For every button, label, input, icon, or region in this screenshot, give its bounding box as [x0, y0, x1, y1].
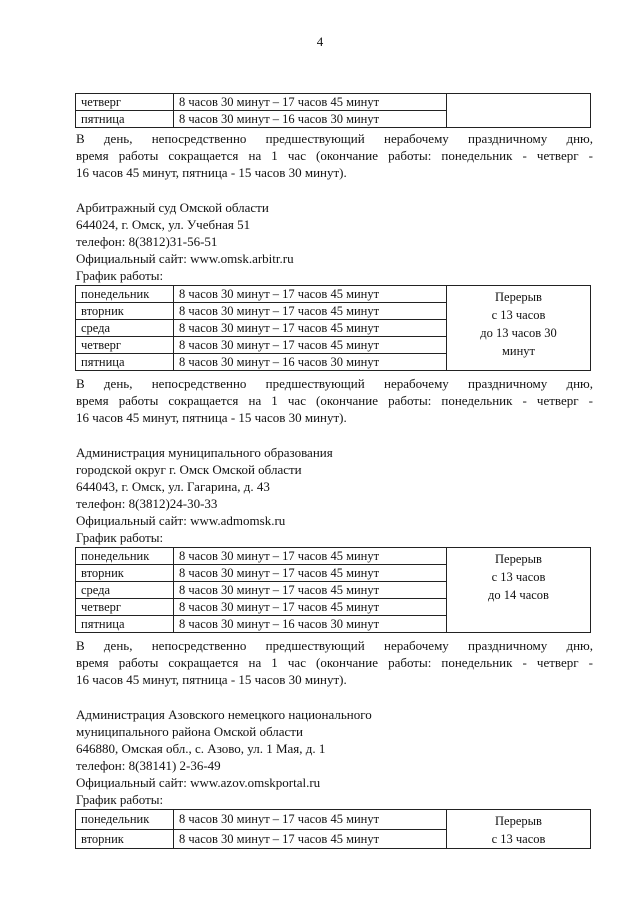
hours-cell: 8 часов 30 минут – 17 часов 45 минут	[174, 829, 447, 849]
page-number: 4	[316, 34, 324, 49]
day-cell: пятница	[76, 616, 174, 633]
break-line: Перерыв	[495, 814, 542, 828]
hours-cell: 8 часов 30 минут – 17 часов 45 минут	[174, 337, 447, 354]
day-cell: четверг	[76, 94, 174, 111]
break-line: с 13 часов	[491, 570, 546, 584]
break-line: Перерыв	[495, 290, 542, 304]
schedule-label: График работы:	[76, 530, 164, 545]
org-phone: телефон: 8(3812)24-30-33	[76, 496, 218, 511]
schedule-table-continued	[75, 93, 591, 128]
day-cell: четверг	[76, 599, 174, 616]
hours-cell: 8 часов 30 минут – 17 часов 45 минут	[174, 320, 447, 337]
day-cell: пятница	[76, 111, 174, 128]
note-line: 16 часов 45 минут, пятница - 15 часов 30 минут).	[76, 672, 347, 687]
hours-cell: 8 часов 30 минут – 17 часов 45 минут	[174, 548, 447, 565]
table-row	[76, 286, 591, 303]
table-row	[76, 810, 591, 830]
org-name: муниципального района Омской области	[76, 724, 303, 739]
note-line: 16 часов 45 минут, пятница - 15 часов 30 минут).	[76, 165, 347, 180]
day-cell: понедельник	[76, 286, 174, 303]
org-address: 644043, г. Омск, ул. Гагарина, д. 43	[76, 479, 270, 494]
hours-cell: 8 часов 30 минут – 17 часов 45 минут	[174, 599, 447, 616]
schedule-table	[75, 547, 591, 633]
org-site: Официальный сайт: www.azov.omskportal.ru	[76, 775, 321, 790]
day-cell: среда	[76, 320, 174, 337]
break-cell	[447, 94, 591, 128]
org-address: 644024, г. Омск, ул. Учебная 51	[76, 217, 251, 232]
break-cell	[447, 548, 591, 633]
break-line: до 13 часов 30	[480, 326, 557, 340]
break-cell	[447, 286, 591, 371]
hours-cell: 8 часов 30 минут – 16 часов 30 минут	[174, 111, 447, 128]
break-line: с 13 часов	[491, 308, 546, 322]
day-cell: понедельник	[76, 548, 174, 565]
hours-cell: 8 часов 30 минут – 17 часов 45 минут	[174, 810, 447, 830]
hours-cell: 8 часов 30 минут – 16 часов 30 минут	[174, 354, 447, 371]
day-cell: вторник	[76, 303, 174, 320]
hours-cell: 8 часов 30 минут – 17 часов 45 минут	[174, 565, 447, 582]
day-cell: пятница	[76, 354, 174, 371]
org-name: городской округ г. Омск Омской области	[76, 462, 302, 477]
org-phone: телефон: 8(38141) 2-36-49	[76, 758, 221, 773]
note-line: время работы сокращается на 1 час (окончание работы: понедельник - четверг -	[76, 655, 593, 670]
break-cell	[447, 810, 591, 849]
org-name: Администрация муниципального образования	[76, 445, 333, 460]
day-cell: вторник	[76, 565, 174, 582]
org-phone: телефон: 8(3812)31-56-51	[76, 234, 218, 249]
note-line: время работы сокращается на 1 час (окончание работы: понедельник - четверг -	[76, 393, 593, 408]
hours-cell: 8 часов 30 минут – 17 часов 45 минут	[174, 303, 447, 320]
break-line: минут	[501, 344, 535, 358]
hours-cell: 8 часов 30 минут – 17 часов 45 минут	[174, 582, 447, 599]
note-line: 16 часов 45 минут, пятница - 15 часов 30 минут).	[76, 410, 347, 425]
org-address: 646880, Омская обл., с. Азово, ул. 1 Мая, д. 1	[76, 741, 326, 756]
day-cell: вторник	[76, 829, 174, 849]
note-line: В день, непосредственно предшествующий нерабочему праздничному дню,	[76, 638, 593, 653]
note-line: В день, непосредственно предшествующий нерабочему праздничному дню,	[76, 131, 593, 146]
day-cell: понедельник	[76, 810, 174, 830]
org-name: Арбитражный суд Омской области	[76, 200, 269, 215]
break-line: до 14 часов	[488, 588, 549, 602]
break-line: Перерыв	[495, 552, 542, 566]
day-cell: четверг	[76, 337, 174, 354]
note-line: В день, непосредственно предшествующий нерабочему праздничному дню,	[76, 376, 593, 391]
note-line: время работы сокращается на 1 час (окончание работы: понедельник - четверг -	[76, 148, 593, 163]
table-row	[76, 548, 591, 565]
schedule-table	[75, 809, 591, 849]
schedule-table	[75, 285, 591, 371]
table-row	[76, 94, 591, 111]
org-site: Официальный сайт: www.omsk.arbitr.ru	[76, 251, 294, 266]
break-line: с 13 часов	[491, 832, 546, 846]
hours-cell: 8 часов 30 минут – 17 часов 45 минут	[174, 286, 447, 303]
schedule-label: График работы:	[76, 792, 164, 807]
hours-cell: 8 часов 30 минут – 17 часов 45 минут	[174, 94, 447, 111]
day-cell: среда	[76, 582, 174, 599]
org-site: Официальный сайт: www.admomsk.ru	[76, 513, 286, 528]
org-name: Администрация Азовского немецкого национального	[76, 707, 372, 722]
hours-cell: 8 часов 30 минут – 16 часов 30 минут	[174, 616, 447, 633]
schedule-label: График работы:	[76, 268, 164, 283]
